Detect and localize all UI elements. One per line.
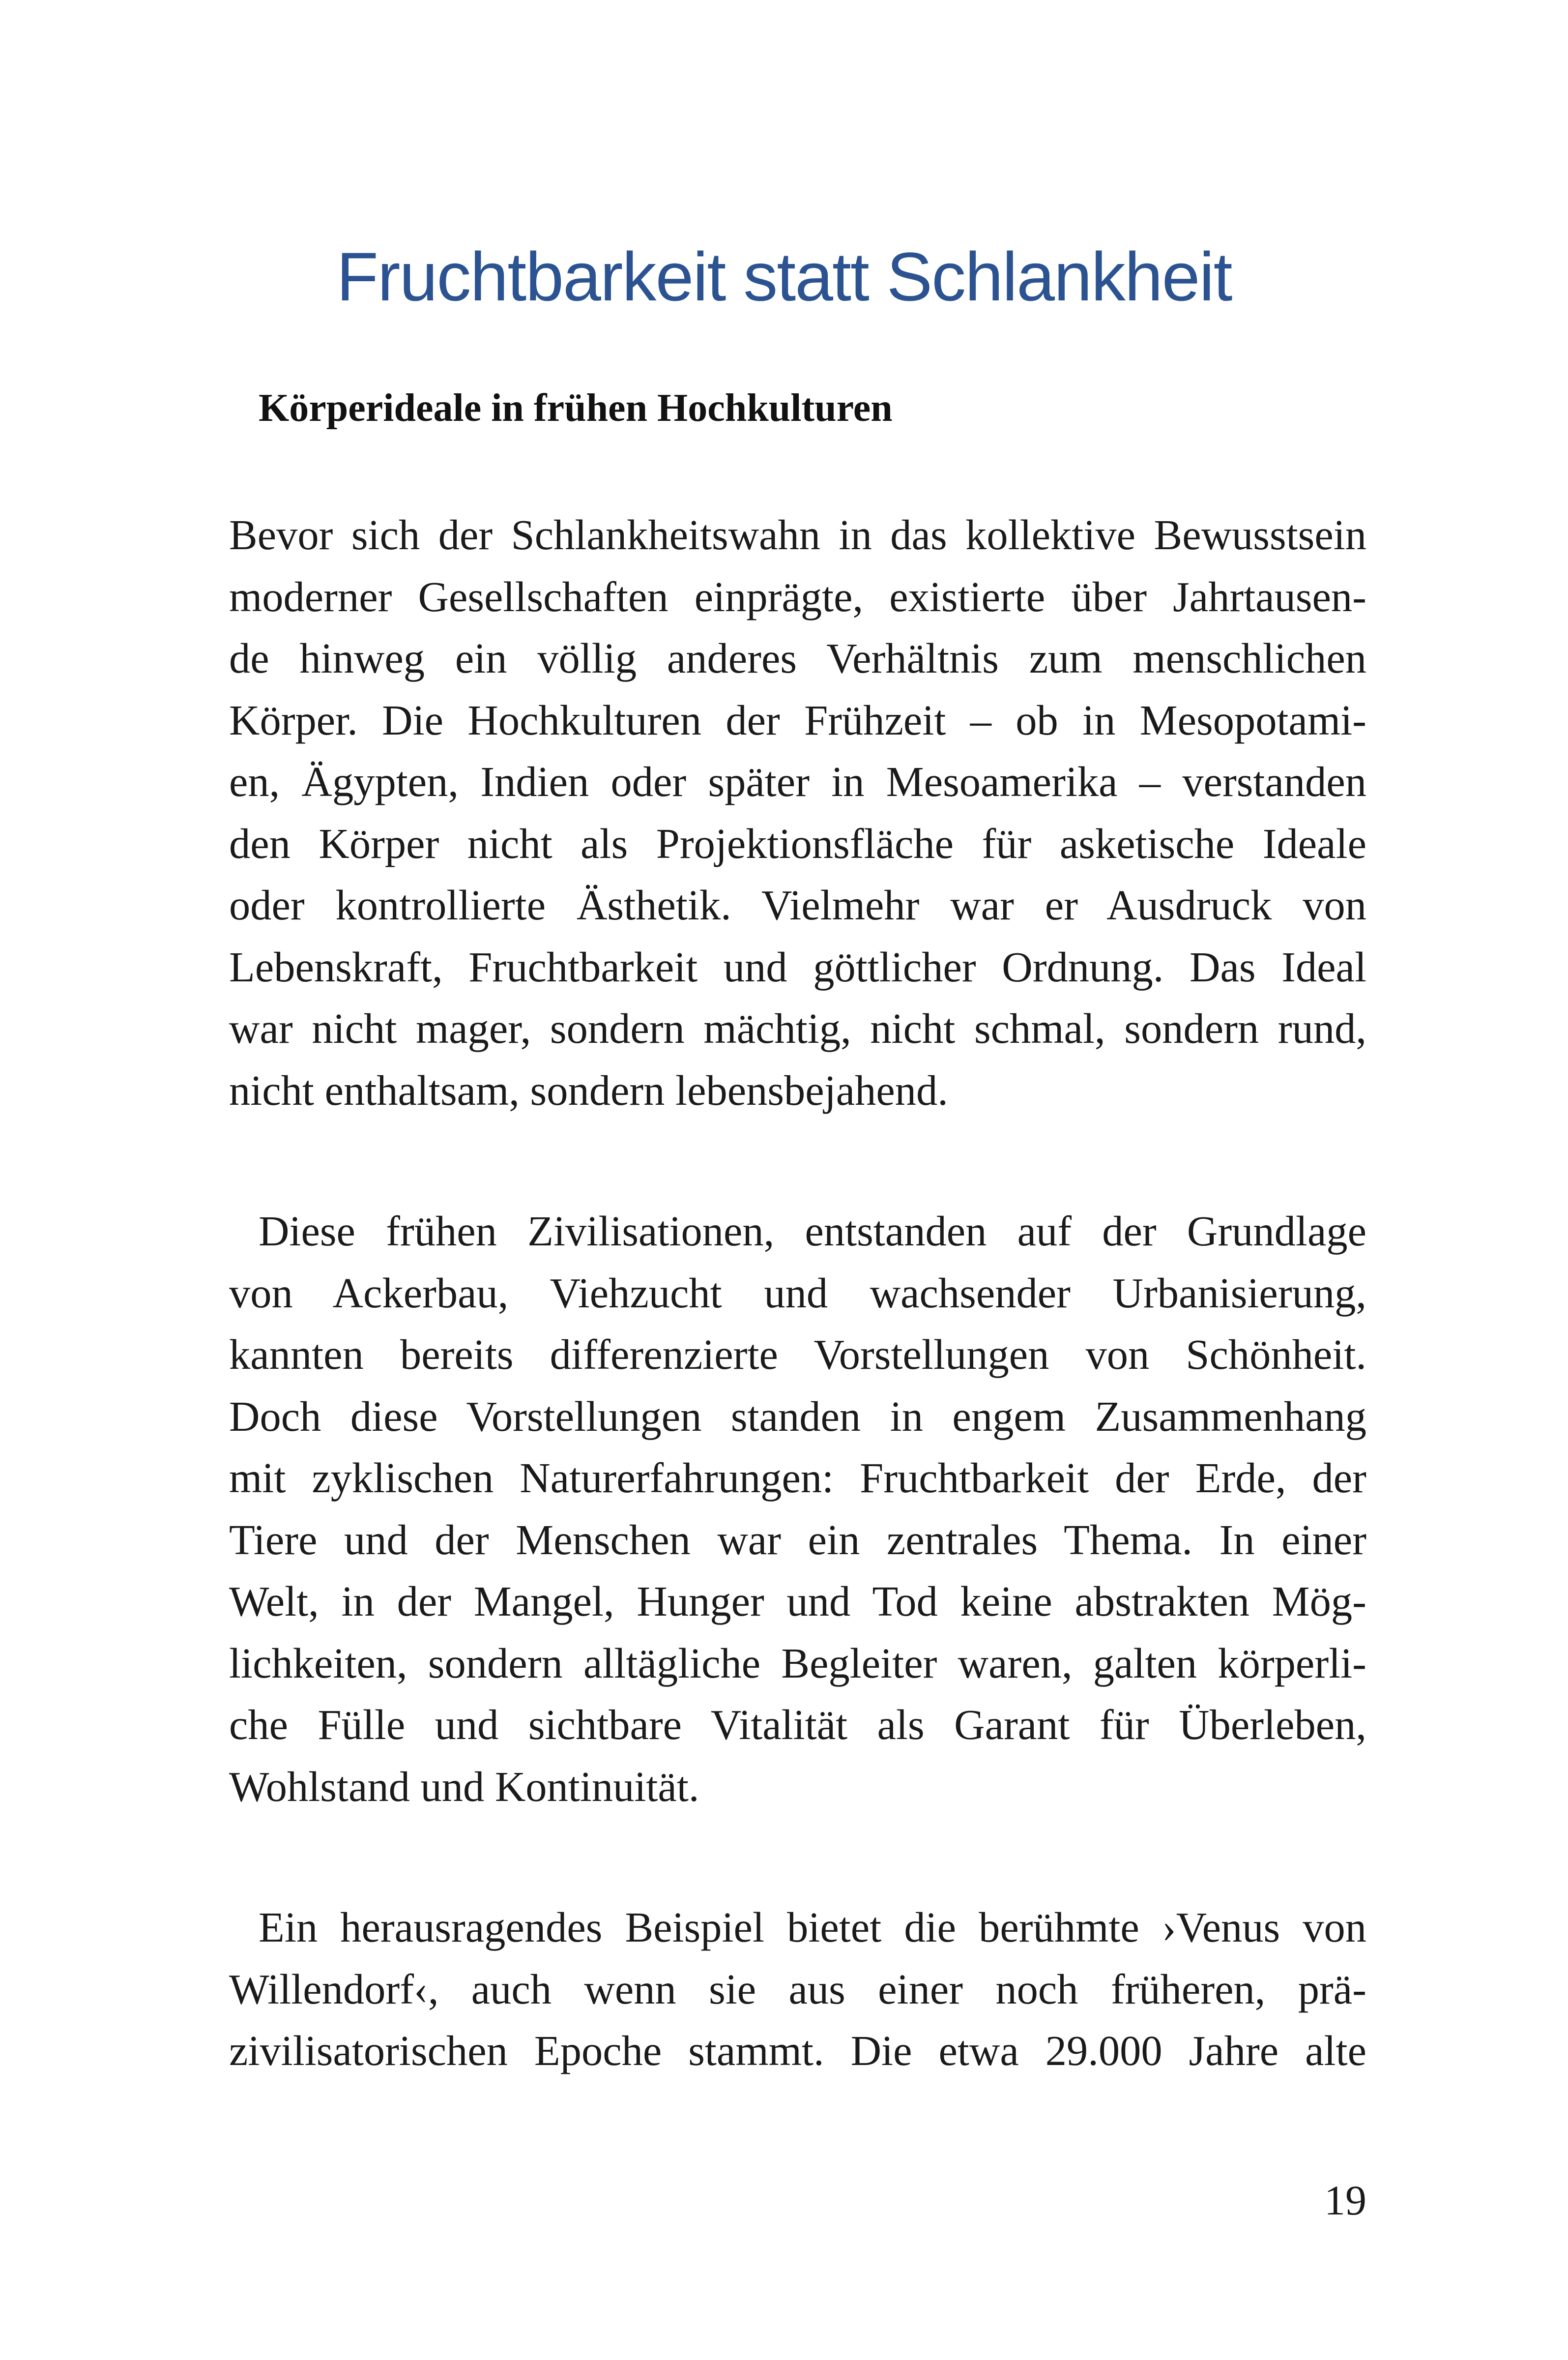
text-line: war nicht mager, sondern mächtig, nicht schmal, sondern rund, xyxy=(229,1005,1366,1052)
text-line: de hinweg ein völlig anderes Verhältnis zum menschlichen xyxy=(229,635,1366,682)
text-line: en, Ägypten, Indien oder später in Mesoamerika – verstanden xyxy=(229,758,1366,805)
body-paragraph-3 xyxy=(229,1897,1366,2082)
text-line: Wohlstand und Kontinuität. xyxy=(229,1763,699,1810)
text-line: von Ackerbau, Viehzucht und wachsender Urbanisierung, xyxy=(229,1269,1366,1317)
text-line: Willendorf‹, auch wenn sie aus einer noch früheren, prä- xyxy=(229,1965,1366,2013)
text-line: Tiere und der Menschen war ein zentrales Thema. In einer xyxy=(229,1516,1366,1564)
text-line: oder kontrollierte Ästhetik. Vielmehr war er Ausdruck von xyxy=(229,882,1366,929)
text-line: nicht enthaltsam, sondern lebensbejahend. xyxy=(229,1066,948,1114)
text-line: den Körper nicht als Projektionsfläche für asketische Ideale xyxy=(229,820,1366,867)
body-paragraph-1 xyxy=(229,504,1366,1121)
text-line: Welt, in der Mangel, Hunger und Tod keine abstrakten Mög- xyxy=(229,1578,1366,1625)
text-line: Bevor sich der Schlankheitswahn in das kollektive Bewusstsein xyxy=(229,511,1366,559)
page-number: 19 xyxy=(1324,2177,1366,2224)
text-line: moderner Gesellschaften einprägte, existierte über Jahrtausen- xyxy=(229,573,1366,620)
text-line: Lebenskraft, Fruchtbarkeit und göttlicher Ordnung. Das Ideal xyxy=(229,943,1366,991)
text-line: Doch diese Vorstellungen standen in engem Zusammenhang xyxy=(229,1392,1366,1440)
text-line: mit zyklischen Naturerfahrungen: Fruchtbarkeit der Erde, der xyxy=(229,1454,1366,1502)
body-paragraph-2 xyxy=(229,1201,1366,1818)
text-line: che Fülle und sichtbare Vitalität als Garant für Überleben, xyxy=(229,1701,1366,1748)
text-line: Ein herausragendes Beispiel bietet die berühmte ›Venus von xyxy=(259,1904,1366,1951)
text-line: Körper. Die Hochkulturen der Frühzeit – ob in Mesopotami- xyxy=(229,696,1366,744)
text-line: Diese frühen Zivilisationen, entstanden auf der Grundlage xyxy=(259,1208,1366,1255)
text-line: zivilisatorischen Epoche stammt. Die etwa 29.000 Jahre alte xyxy=(229,2027,1366,2074)
chapter-title: Fruchtbarkeit statt Schlankheit xyxy=(336,238,1232,315)
section-heading: Körperideale in frühen Hochkulturen xyxy=(259,386,893,430)
text-line: kannten bereits differenzierte Vorstellungen von Schönheit. xyxy=(229,1331,1366,1378)
text-line: lichkeiten, sondern alltägliche Begleiter waren, galten körperli- xyxy=(229,1639,1366,1687)
